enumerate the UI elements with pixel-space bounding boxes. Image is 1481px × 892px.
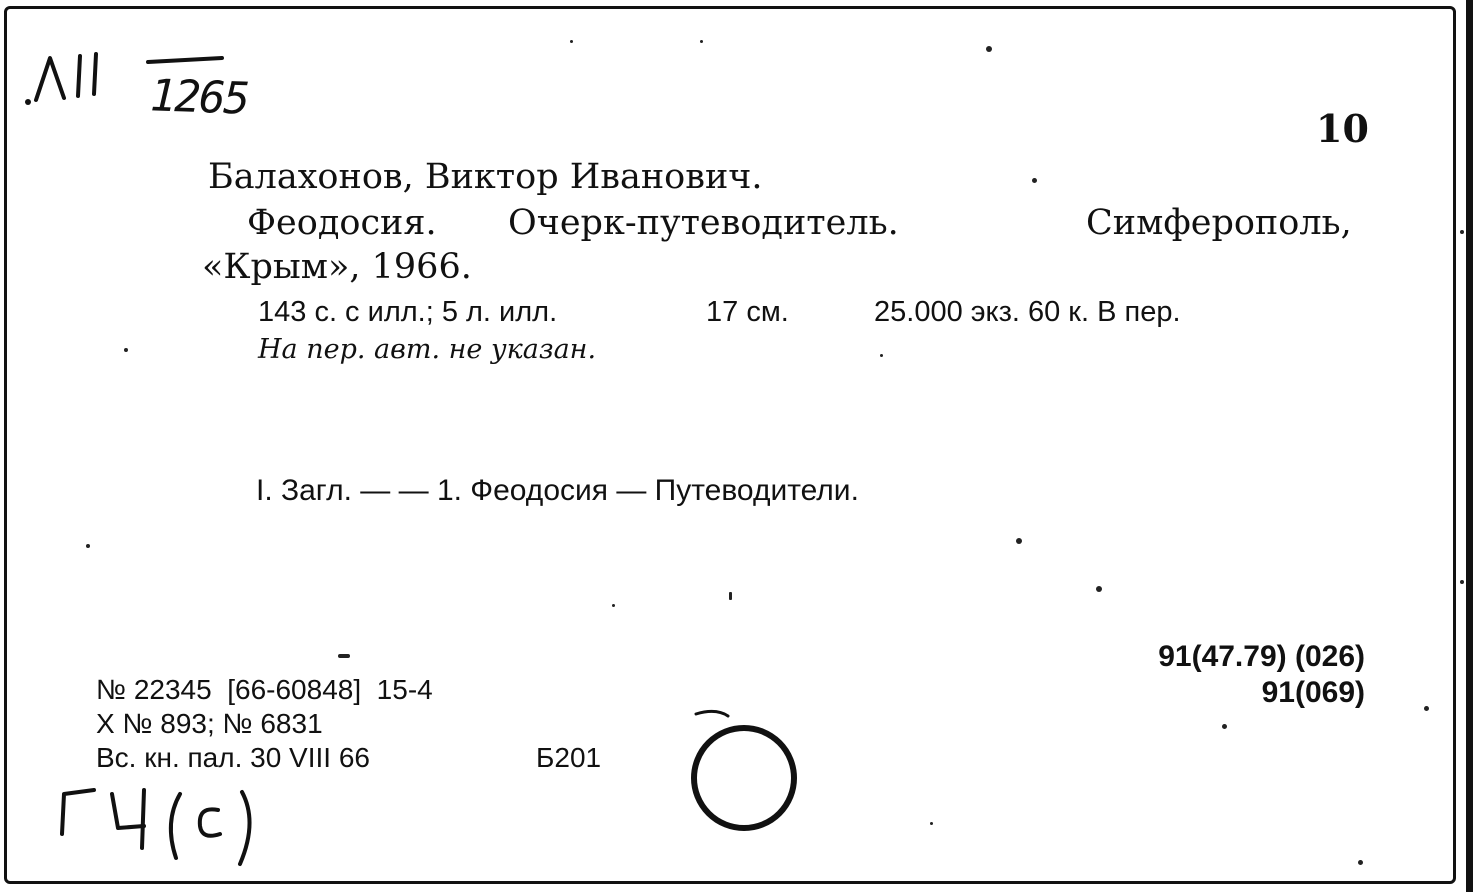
- location-mark-text: [60, 800, 63, 801]
- scan-speck: [1460, 230, 1464, 234]
- scan-speck: [1460, 580, 1464, 584]
- scan-speck: [86, 544, 90, 548]
- scan-speck: [1358, 860, 1363, 865]
- handwritten-location-mark: [52, 778, 272, 874]
- scan-speck: [880, 354, 883, 357]
- scan-speck: [1016, 538, 1022, 544]
- scan-speck: [1424, 706, 1429, 711]
- card-number: 10: [1316, 106, 1369, 151]
- subtitle: Очерк-путеводитель.: [508, 203, 899, 243]
- scan-speck: [986, 46, 992, 52]
- card-right-edge: [1466, 0, 1473, 892]
- size: 17 см.: [706, 296, 789, 328]
- scan-speck: [1096, 586, 1102, 592]
- scan-speck: [700, 40, 703, 43]
- note: На пер. авт. не указан.: [258, 334, 597, 365]
- author-heading: Балахонов, Виктор Иванович.: [208, 157, 763, 197]
- scan-speck: [1222, 724, 1227, 729]
- classification-2: 91(069): [1261, 676, 1365, 709]
- title: Феодосия.: [247, 203, 437, 243]
- registry-code: Б201: [536, 742, 602, 773]
- publisher-year: «Крым», 1966.: [202, 247, 472, 287]
- shelf-mark-top: [34, 44, 36, 45]
- tracings: I. Загл. — — 1. Феодосия — Путеводители.: [256, 474, 859, 507]
- scan-speck: [1032, 178, 1037, 183]
- registry-line-1: № 22345 [66-60848] 15-4: [96, 674, 433, 705]
- scan-speck: [338, 654, 350, 658]
- pagination: 143 с. с илл.; 5 л. илл.: [258, 296, 558, 328]
- scan-speck: [570, 40, 573, 43]
- scan-speck: [612, 604, 615, 607]
- shelf-number: 1265: [149, 70, 249, 125]
- registry-line-2: Х № 893; № 6831: [96, 708, 323, 739]
- registry-line-3: Вс. кн. пал. 30 VIII 66: [96, 742, 370, 773]
- print-run-price: 25.000 экз. 60 к. В пер.: [874, 296, 1181, 328]
- scan-speck: [930, 822, 933, 825]
- scan-speck: [729, 592, 732, 600]
- punch-hole: [686, 700, 806, 840]
- scan-speck: [124, 348, 128, 352]
- publication-place: Симферополь,: [1086, 203, 1352, 243]
- classification-1: 91(47.79) (026): [1158, 640, 1365, 673]
